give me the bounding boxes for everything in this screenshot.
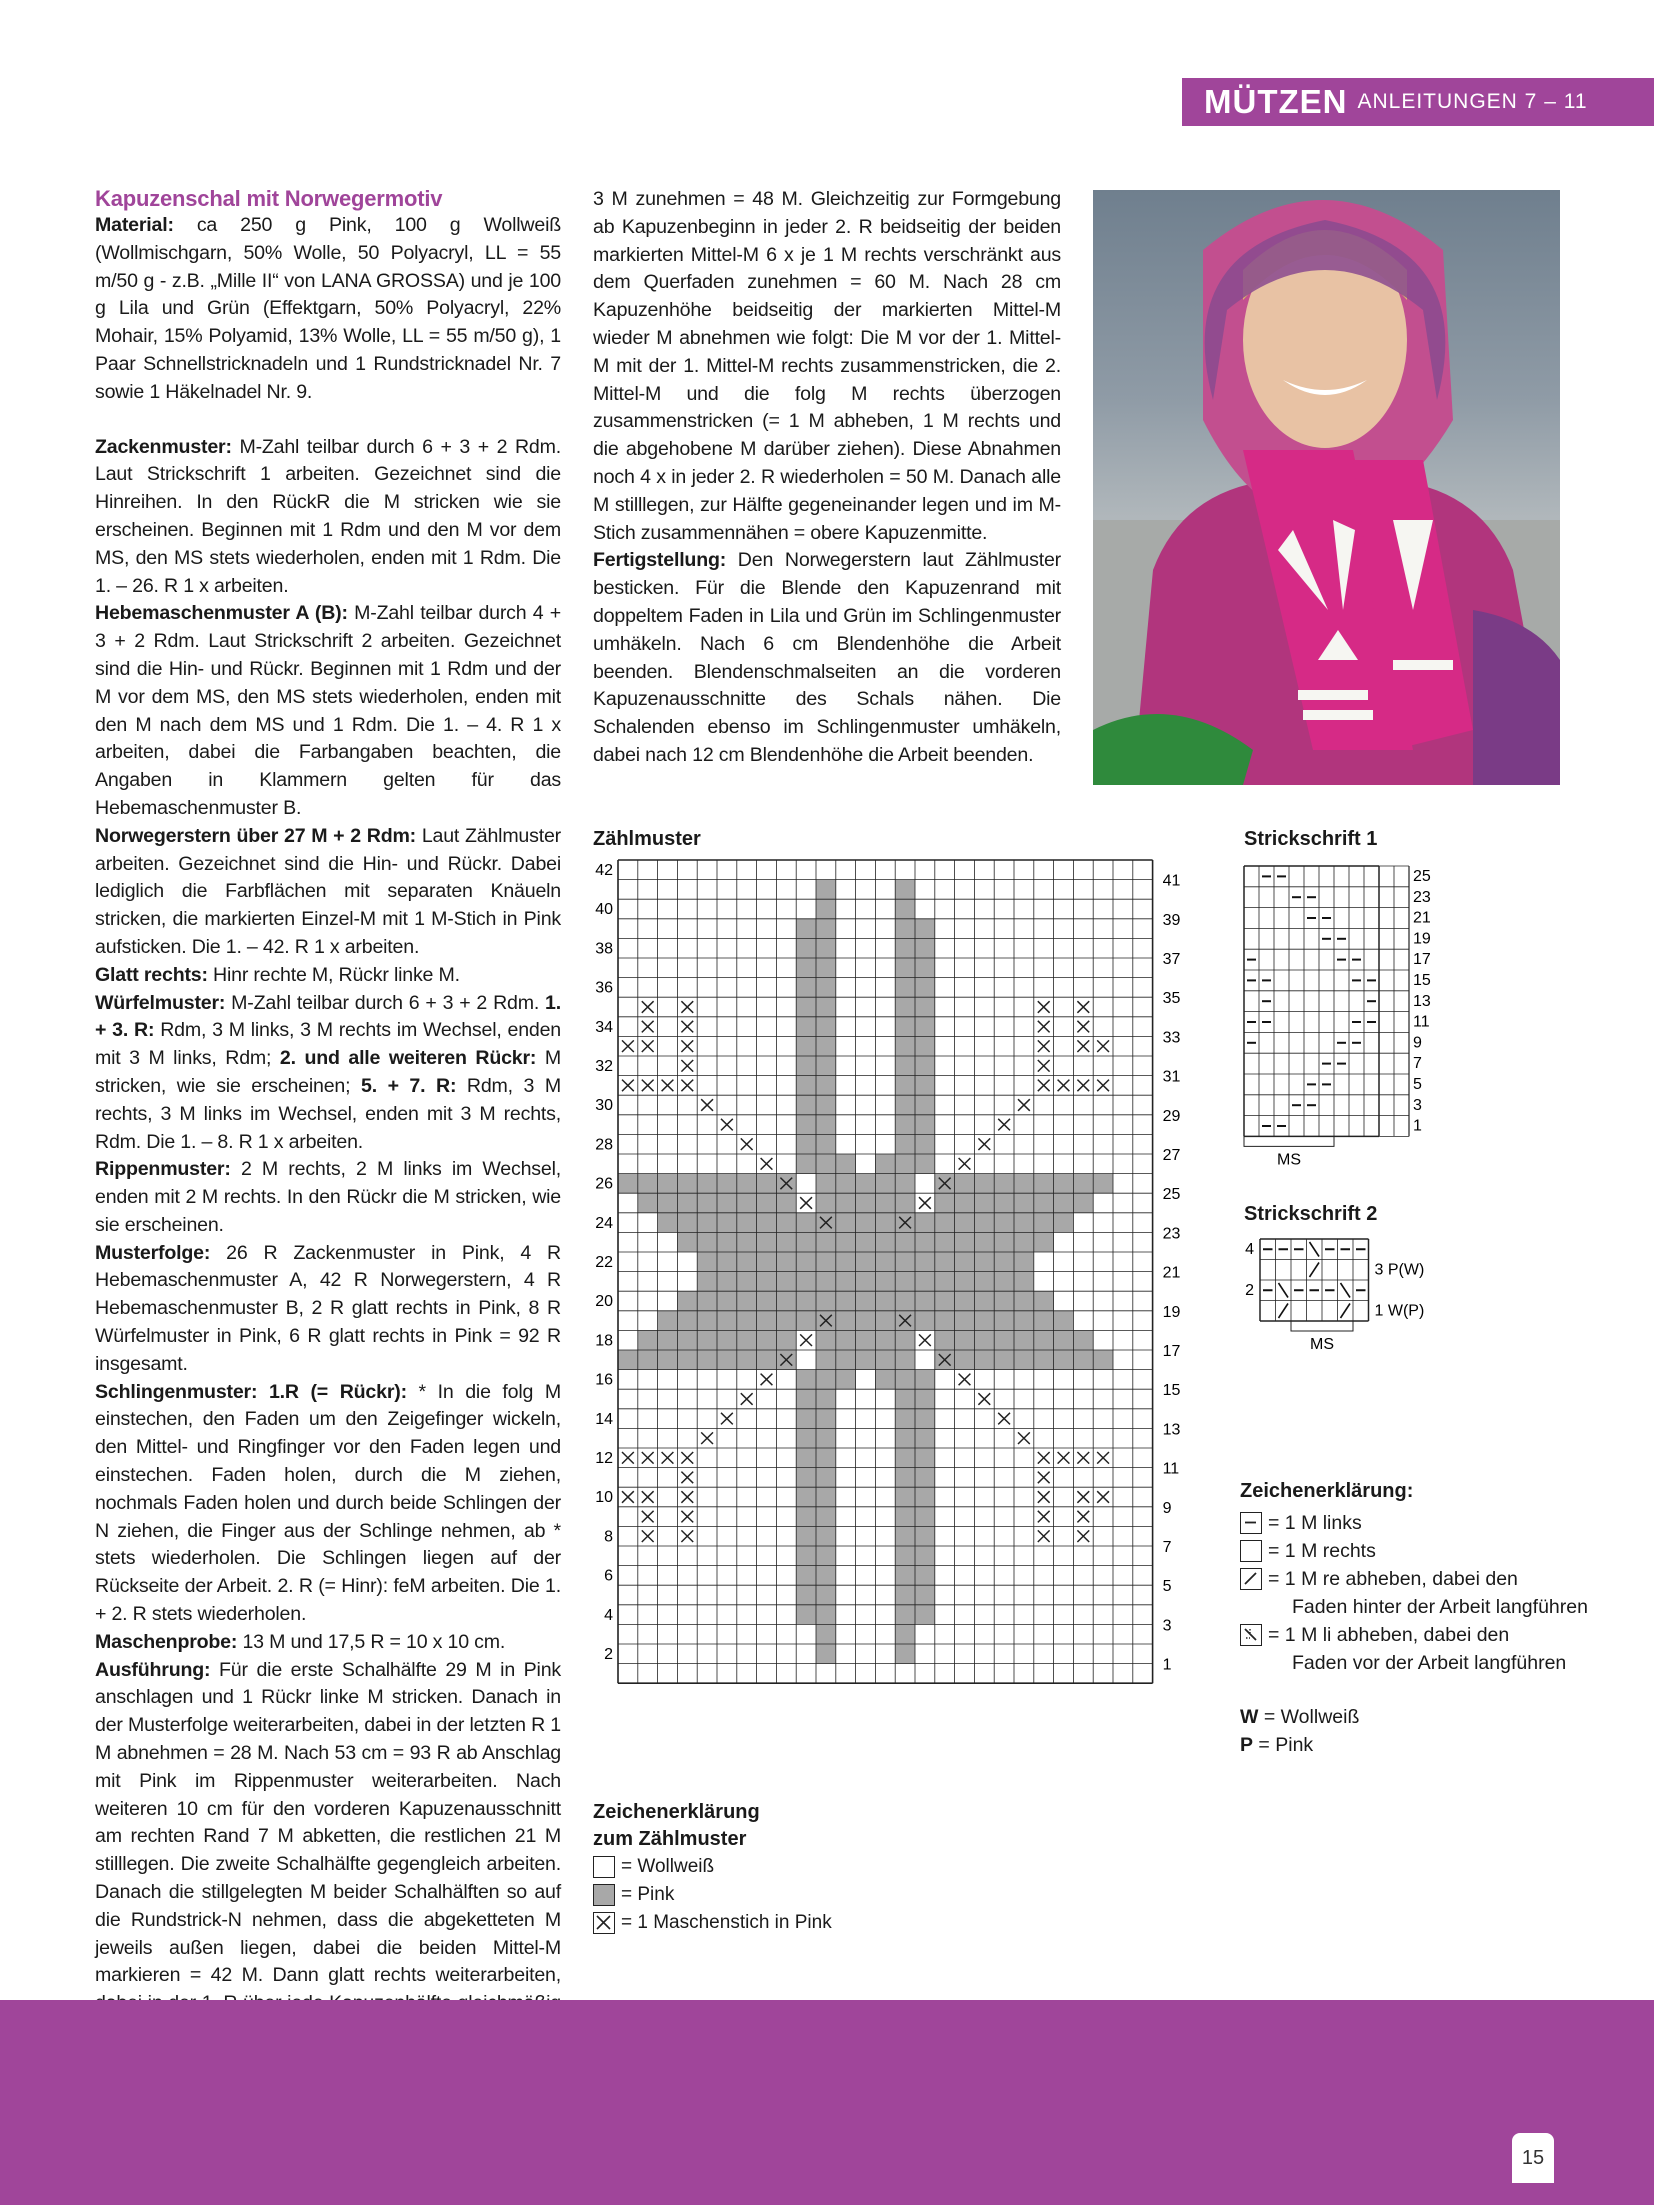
pink-area: [816, 1624, 836, 1644]
row-label-right: 19: [1162, 1303, 1181, 1321]
row-label: 25: [1413, 868, 1431, 885]
x-mark: [741, 1393, 753, 1405]
x-mark: [1038, 1511, 1050, 1523]
section-title: MÜTZEN: [1204, 83, 1348, 120]
row-label-left: 16: [595, 1371, 613, 1389]
row-label-right: 27: [1162, 1147, 1181, 1164]
x-mark: [761, 1158, 773, 1170]
row-label-right: 7: [1162, 1539, 1172, 1556]
x-mark: [642, 1040, 654, 1052]
legend-wollweiss: = Wollweiß: [593, 1853, 832, 1881]
section-header: [1182, 78, 1654, 126]
article-title: Kapuzenschal mit Norwegermotiv: [95, 186, 443, 211]
pink-area: [935, 1350, 1113, 1370]
row-label-left: 20: [595, 1293, 613, 1311]
paragraph-hebemaschen: Hebemaschenmuster A (B): M-Zahl teilbar durch 4 + 3 + 2 Rdm. Laut Strickschrift 2 arbeiten. Gezeichnet sind die Hin- und Rückr. Beginnen mit 1 Rdm und der M vor dem MS, den MS stets wiederholen, enden mit den M nach dem MS und 1 Rdm. Die 1. – 4. R 1 x arbeiten, dabei die Farbangaben beachten, die Angaben in Klammern gelten für das Hebemaschenmuster B.: [95, 602, 562, 819]
paragraph-kapuze: 3 M zunehmen = 48 M. Gleichzeitig zur Formgebung ab Kapuzenbeginn in jeder 2. R beidseitig der beiden markierten Mittel-M 6 x je 1 M rechts verschränkt aus dem Querfaden zunehmen = 60 M. Nach 28 cm Kapuzenhöhe beidseitig der markierten Mittel-M wieder M abnehmen wie folgt: Die M vor der 1. Mittel-M mit der 1. Mittel-M rechts zusammenstricken, die 2. Mittel-M und die folg M rechts überzogen zusammenstricken (= 1 M abheben, 1 M rechts und die abgehobene M darüber ziehen). Diese Abnahmen noch 4 x in jeder 2. R wiederholen = 50 M. Danach alle M stilllegen, zur Hälfte gegeneinander legen und im M-Stich zusammennähen = obere Kapuzenmitte.: [593, 188, 1061, 544]
row-label-left: 28: [595, 1136, 613, 1154]
row-label: 15: [1413, 972, 1431, 989]
x-mark: [642, 1021, 654, 1033]
pink-area: [677, 1232, 1053, 1252]
x-square-icon: [593, 1912, 615, 1934]
x-mark: [919, 1197, 931, 1209]
pink-area: [697, 1252, 1034, 1272]
slip-purl-mark: [1279, 1283, 1289, 1298]
strickschrift-2-chart: [1240, 1235, 1530, 1365]
x-mark: [721, 1413, 733, 1425]
legend-w: W = Wollweiß: [1240, 1706, 1360, 1728]
row-label: 23: [1413, 888, 1431, 906]
pink-area: [935, 1174, 1113, 1194]
x-mark: [978, 1138, 990, 1150]
paragraph-material: Material: ca 250 g Pink, 100 g Wollweiß (Wollmischgarn, 50% Wolle, 50 Polyacryl, LL = 55 m/50 g - z.B. „Mille II“ von LANA GROSSA) und je 100 g Lila und Grün (Effektgarn, 50% Polyacryl, 22% Mohair, 15% Polyamid, 13% Wolle, LL = 55 m/50 g), 1 Paar Schnellstricknadeln und 1 Rundstricknadel Nr. 7 sowie 1 Häkelnadel Nr. 9.: [95, 214, 561, 403]
row-label-right: 3 P(W): [1374, 1261, 1425, 1279]
x-mark: [1097, 1080, 1109, 1092]
row-label: 17: [1413, 951, 1431, 969]
row-label-left: 42: [595, 862, 613, 879]
pink-area: [796, 1154, 855, 1174]
x-mark: [721, 1119, 733, 1131]
row-label-left: 10: [595, 1489, 613, 1507]
pink-area: [658, 1213, 797, 1233]
slash-square-icon: [1240, 1568, 1262, 1590]
row-label-right: 21: [1162, 1264, 1181, 1282]
x-mark: [1038, 1021, 1050, 1033]
row-label: 5: [1413, 1076, 1422, 1093]
pink-area: [697, 1272, 1034, 1292]
row-label-right: 31: [1162, 1068, 1181, 1086]
x-mark: [1077, 1021, 1089, 1033]
x-mark: [701, 1432, 713, 1444]
paragraph-norwegerstern: Norwegerstern über 27 M + 2 Rdm: Laut Zählmuster arbeiten. Gezeichnet sind die Hin- und Rückr. Dabei lediglich die Farbflächen mit separaten Knäueln stricken, die markierten Einzel-M mit 1 M-Stich in Pink aufsticken. Die 1. – 42. R 1 x arbeiten.: [95, 824, 561, 958]
row-label-left: 18: [595, 1332, 613, 1350]
x-mark: [998, 1413, 1010, 1425]
x-mark: [642, 1001, 654, 1013]
pink-area: [816, 899, 836, 919]
x-mark: [800, 1197, 812, 1209]
row-label-right: 15: [1162, 1382, 1181, 1400]
row-label-left: 14: [595, 1410, 613, 1428]
row-label-right: 3: [1162, 1617, 1172, 1635]
x-mark: [681, 1452, 693, 1464]
x-mark: [681, 1021, 693, 1033]
row-label-right: 35: [1162, 990, 1181, 1008]
page-number: 15: [1512, 2133, 1554, 2183]
row-label-right: 11: [1162, 1460, 1180, 1478]
x-mark: [681, 1040, 693, 1052]
x-mark: [681, 1511, 693, 1523]
x-mark: [701, 1099, 713, 1111]
x-mark: [662, 1080, 674, 1092]
x-mark: [1077, 1001, 1089, 1013]
legend-maschenstich: = 1 Maschenstich in Pink: [593, 1909, 832, 1937]
x-mark: [1058, 1452, 1070, 1464]
row-label-right: 1: [1162, 1656, 1172, 1674]
pink-area: [895, 1644, 915, 1664]
paragraph-wuerfel: Würfelmuster: M-Zahl teilbar durch 6 + 3 + 2 Rdm. 1. + 3. R: Rdm, 3 M links, 3 M rechts im Wechsel, enden mit 3 M links, Rdm; 2. und alle weiteren Rückr: M stricken, wie sie erscheinen; 5. + 7. R: Rdm, 3 M rechts, 3 M links im Wechsel, enden mit 3 M rechts, Rdm. Die 1. – 8. R 1 x arbeiten.: [95, 991, 561, 1153]
model-photo: [1093, 190, 1560, 785]
pink-area: [816, 880, 836, 900]
x-mark: [1038, 1472, 1050, 1484]
row-label: 19: [1413, 930, 1431, 948]
model-photo-illustration: [1093, 190, 1560, 785]
row-label-right: 39: [1162, 911, 1181, 929]
row-label-right: 29: [1162, 1107, 1181, 1125]
ms-bracket: [1291, 1321, 1353, 1331]
x-mark: [1018, 1099, 1030, 1111]
white-square-icon: [1240, 1540, 1262, 1562]
row-label-left: 8: [604, 1528, 613, 1546]
dash-square-icon: [1240, 1512, 1262, 1534]
x-mark: [681, 1060, 693, 1072]
row-label-right: 1 W(P): [1374, 1302, 1425, 1320]
x-mark: [1077, 1511, 1089, 1523]
x-mark: [1077, 1040, 1089, 1052]
x-mark: [800, 1334, 812, 1346]
row-label: 13: [1413, 992, 1431, 1010]
x-mark: [662, 1452, 674, 1464]
footer-band: [0, 2000, 1654, 2205]
row-label-left: 30: [595, 1097, 613, 1115]
zaehlmuster-legend: [593, 1799, 832, 1937]
pink-area: [816, 1644, 836, 1664]
row-label-left: 38: [595, 940, 613, 958]
paragraph-musterfolge: Musterfolge: 26 R Zackenmuster in Pink, 4 R Hebemaschenmuster A, 42 R Norwegerstern, 4 R Hebemaschenmuster B, 2 R glatt rechts in Pink, 8 R Würfelmuster in Pink, 6 R glatt rechts in Pink = 92 R insgesamt.: [95, 1241, 561, 1375]
pink-area: [796, 1370, 855, 1390]
pink-area: [935, 1311, 1074, 1331]
paragraph-fertigstellung: Fertigstellung: Den Norwegerstern laut Zählmuster besticken. Für die Blende den Kapuzenrand mit doppeltem Faden in Lila und Grün im Schlingenmuster umhäkeln. Nach 6 cm Blendenhöhe die Arbeit beenden. Blendenschmalseiten an die vorderen Kapuzenausschnitte des Schals nähen. Die Schalenden ebenso im Schlingenmuster umhäkeln, dabei nach 12 cm Blendenhöhe die Arbeit beenden.: [593, 549, 1061, 766]
paragraph-maschenprobe: Maschenprobe: 13 M und 17,5 R = 10 x 10 cm.: [95, 1630, 506, 1653]
legend-pink: = Pink: [593, 1881, 832, 1909]
row-label-right: 33: [1162, 1029, 1181, 1047]
pink-area: [618, 1350, 796, 1370]
zaehlmuster-chart: [582, 850, 1182, 1730]
x-mark: [642, 1491, 654, 1503]
paragraph-ausfuehrung: Ausführung: Für die erste Schalhälfte 29 M in Pink anschlagen und 1 Rückr linke M stricken. Danach in der Musterfolge weiterarbeiten, dabei in der letzten R 1 M abnehmen = 28 M. Nach 53 cm = 93 R ab Anschlag mit Pink im Rippenmuster weiterarbeiten. Nach weiteren 10 cm für den vorderen Kapuzenausschnitt am rechten Rand 7 M abketten, die restlichen 21 M stilllegen. Die zweite Schalhälfte gegengleich arbeiten. Danach die stillgelegten M beider Schalhälften so auf die Rundstrick-N nehmen, dass die abgeketteten M jeweils außen liegen, dabei die beiden Mittel-M markieren = 42 M. Dann glatt rechts weiterarbeiten,: [95, 1658, 561, 1987]
x-mark: [919, 1334, 931, 1346]
pink-area: [895, 880, 915, 900]
row-label-left: 12: [595, 1450, 613, 1467]
row-label-left: 22: [595, 1254, 613, 1271]
x-mark: [681, 1080, 693, 1092]
row-label-right: 9: [1162, 1499, 1172, 1517]
slip-purl-mark: [1341, 1283, 1351, 1298]
paragraph-zackenmuster: Zackenmuster: M-Zahl teilbar durch 6 + 3 + 2 Rdm. Laut Strickschrift 1 arbeiten. Gezeichnet sind die Hinreihen. In den RückR die M stricken wie sie erscheinen. Beginnen mit 1 Rdm und den M vor dem MS, den MS stets wiederholen, enden mit 1 Rdm. Die 1. – 26. R 1 x arbeiten.: [95, 435, 561, 597]
pink-area: [935, 1213, 1074, 1233]
strickschrift-2-title: Strickschrift 2: [1244, 1203, 1378, 1225]
ms-bracket: [1244, 1136, 1334, 1146]
x-mark: [681, 1491, 693, 1503]
text-column-2: [593, 186, 1061, 770]
pink-area: [796, 1213, 935, 1233]
x-mark: [741, 1138, 753, 1150]
row-label-left: 32: [595, 1058, 613, 1075]
legend-links: = 1 M links: [1240, 1509, 1588, 1537]
x-mark: [959, 1374, 971, 1386]
x-mark: [1038, 1530, 1050, 1542]
x-mark: [1077, 1530, 1089, 1542]
x-mark: [1038, 1040, 1050, 1052]
x-mark: [622, 1040, 634, 1052]
section-subtitle: ANLEITUNGEN 7 – 11: [1357, 90, 1588, 113]
zaehlmuster-title: Zählmuster: [593, 828, 701, 850]
slip-knit-mark: [1341, 1304, 1351, 1319]
pink-area: [895, 1624, 915, 1644]
row-label-left: 36: [595, 979, 613, 997]
row-label-right: 13: [1162, 1421, 1181, 1439]
x-mark: [1058, 1080, 1070, 1092]
paragraph-glatt: Glatt rechts: Hinr rechte M, Rückr linke M.: [95, 963, 460, 986]
row-label: 3: [1413, 1096, 1422, 1114]
legend-re-abheben: = 1 M re abheben, dabei den: [1240, 1565, 1588, 1593]
slip-purl-mark: [1310, 1242, 1320, 1257]
row-label-left: 24: [595, 1214, 613, 1232]
row-label-left: 6: [604, 1567, 613, 1585]
x-mark: [642, 1080, 654, 1092]
row-label-left: 2: [604, 1646, 613, 1663]
strickschrift-1-title: Strickschrift 1: [1244, 828, 1378, 850]
symbol-legend-title: Zeichenerklärung:: [1240, 1480, 1414, 1502]
x-mark: [1038, 1491, 1050, 1503]
paragraph-schlingen: Schlingenmuster: 1.R (= Rückr): * In die folg M einstechen, den Faden um den Zeigefinger wickeln, den Mittel- und Ringfinger vor den Faden legen und einstechen. Faden holen, durch die M ziehen, nochmals Faden holen und durch beide Schlingen der N ziehen, die Finger aus der Schlinge nehmen, ab * stets wiederholen. Die Schlingen liegen auf der Rückseite der Arbeit. 2. R (= Hinr): feM arbeiten. Die 1. + 2. R stets wiederholen.: [95, 1380, 562, 1626]
row-label-right: 25: [1162, 1186, 1181, 1204]
row-label-left: 34: [595, 1018, 613, 1036]
ms-label: MS: [1310, 1336, 1334, 1353]
x-mark: [622, 1452, 634, 1464]
row-label: 21: [1413, 909, 1431, 927]
row-label-left: 40: [595, 901, 613, 919]
row-label-left: 4: [604, 1606, 613, 1624]
legend-p: P = Pink: [1240, 1734, 1314, 1756]
x-mark: [622, 1080, 634, 1092]
backslash-dot-square-icon: [1240, 1624, 1262, 1646]
pink-area: [875, 1370, 934, 1390]
legend-li-abheben-line2: Faden vor der Arbeit langführen: [1292, 1652, 1567, 1674]
row-label: 9: [1413, 1034, 1422, 1052]
x-mark: [681, 1530, 693, 1542]
ms-label: MS: [1277, 1151, 1301, 1169]
legend-rechts: = 1 M rechts: [1240, 1537, 1588, 1565]
row-label-right: 5: [1162, 1578, 1172, 1596]
x-mark: [959, 1158, 971, 1170]
legend-re-abheben-line2: Faden hinter der Arbeit langführen: [1292, 1596, 1588, 1618]
legend-li-abheben: = 1 M li abheben, dabei den: [1240, 1621, 1588, 1649]
row-label-right: 37: [1162, 951, 1181, 968]
x-mark: [1018, 1432, 1030, 1444]
strickschrift-1-chart: [1240, 862, 1530, 1192]
row-label: 7: [1413, 1055, 1422, 1073]
pink-area: [875, 1154, 934, 1174]
pink-area: [618, 1174, 796, 1194]
x-mark: [998, 1119, 1010, 1131]
row-label-left: 26: [595, 1175, 613, 1193]
x-mark: [978, 1393, 990, 1405]
row-label-right: 23: [1162, 1225, 1181, 1243]
x-mark: [642, 1452, 654, 1464]
pink-area: [677, 1291, 1053, 1311]
x-mark: [761, 1374, 773, 1386]
x-mark: [1097, 1040, 1109, 1052]
pink-area: [816, 1330, 915, 1350]
x-mark: [681, 1001, 693, 1013]
row-label-right: 17: [1162, 1343, 1181, 1360]
x-mark: [1038, 1452, 1050, 1464]
x-mark: [642, 1530, 654, 1542]
pink-area: [816, 1350, 915, 1370]
x-mark: [1038, 1080, 1050, 1092]
x-mark: [1038, 1001, 1050, 1013]
symbol-legend: [1240, 1477, 1588, 1759]
slip-knit-mark: [1279, 1304, 1289, 1319]
pink-area: [895, 899, 915, 919]
paragraph-rippen: Rippenmuster: 2 M rechts, 2 M links im Wechsel, enden mit 2 M rechts. In den Rückr die M stricken, wie sie erscheinen.: [95, 1158, 561, 1236]
slip-knit-mark: [1310, 1263, 1320, 1278]
row-label-right: 41: [1162, 872, 1181, 890]
pink-area: [796, 1311, 935, 1331]
pink-area: [816, 1193, 915, 1213]
x-mark: [622, 1491, 634, 1503]
x-mark: [1077, 1491, 1089, 1503]
x-mark: [1097, 1491, 1109, 1503]
gray-square-icon: [593, 1884, 615, 1906]
x-mark: [1077, 1080, 1089, 1092]
pink-area: [816, 1174, 915, 1194]
x-mark: [642, 1511, 654, 1523]
x-mark: [1077, 1452, 1089, 1464]
text-column-1: [95, 186, 561, 2046]
row-label-left: 4: [1245, 1241, 1254, 1258]
row-label: 1: [1413, 1117, 1422, 1135]
white-square-icon: [593, 1856, 615, 1878]
zaehlmuster-legend-title: Zeichenerklärung zum Zählmuster: [593, 1801, 760, 1850]
x-mark: [1038, 1060, 1050, 1072]
x-mark: [681, 1472, 693, 1484]
row-label: 11: [1413, 1013, 1430, 1031]
x-mark: [1097, 1452, 1109, 1464]
row-label-left: 2: [1245, 1282, 1254, 1299]
pink-area: [658, 1311, 797, 1331]
